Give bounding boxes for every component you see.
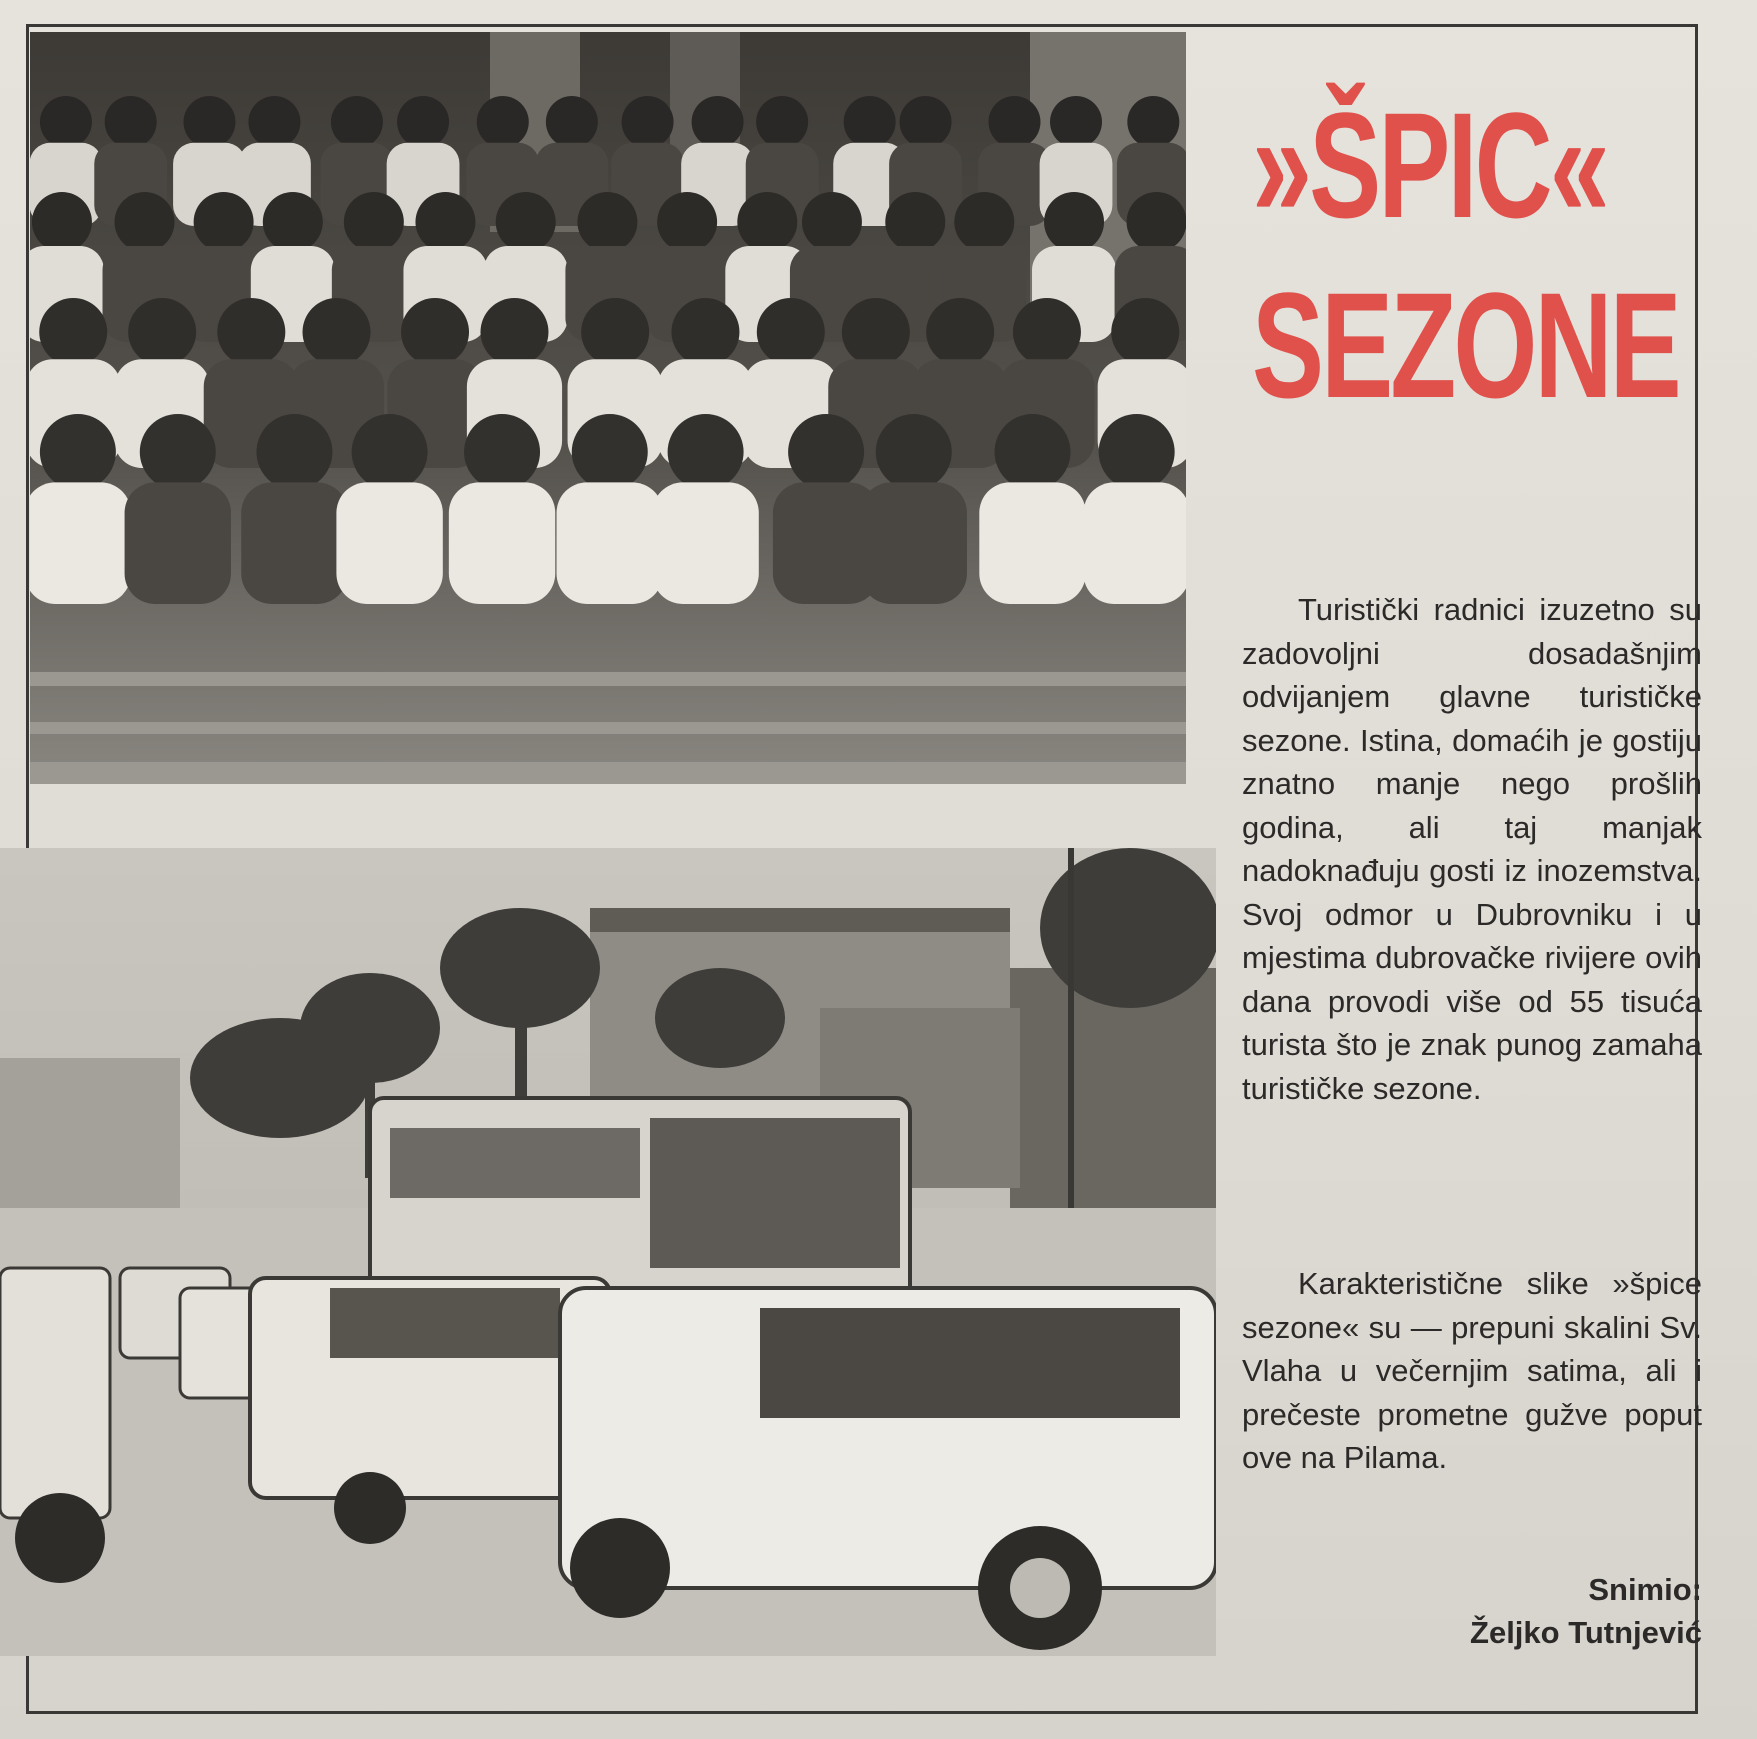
crowd-head [1127, 192, 1186, 252]
crowd-head [900, 96, 952, 148]
crowd-head [331, 96, 383, 148]
crowd-head [303, 298, 371, 366]
crowd-head [988, 96, 1040, 148]
crowd-head [480, 298, 548, 366]
crowd-head [577, 192, 637, 252]
crowd-body [861, 482, 967, 604]
crowd-head [1127, 96, 1179, 148]
crowd-head [464, 414, 540, 490]
crowd-head [183, 96, 235, 148]
crowd-head [39, 298, 107, 366]
crowd-head [756, 96, 808, 148]
crowd-head [737, 192, 797, 252]
crowd-head [263, 192, 323, 252]
crowd-body [1083, 482, 1186, 604]
crowd-body [557, 482, 663, 604]
crowd-head [1050, 96, 1102, 148]
crowd-on-stairs-photo [30, 32, 1186, 784]
crowd-head [546, 96, 598, 148]
crowd-body [979, 482, 1085, 604]
crowd-head [105, 96, 157, 148]
crowd-body [652, 482, 758, 604]
article-paragraph-1: Turistički radnici izuzetno su zadovoljni dosadašnjim odvijanjem glavne turističke sezone. Istina, domaćih je gostiju znatno manje nego prošlih godina, ali taj manjak nadoknađuju gosti iz inozemstva. Svoj odmor u Dubrovniku i u mjestima dubrovačke rivijere ovih dana provodi više od 55 tisuća turista što je znak punog zamaha turističke sezone. [1242, 592, 1702, 1106]
crowd-head [876, 414, 952, 490]
crowd-head [581, 298, 649, 366]
crowd-head [926, 298, 994, 366]
crowd-head [256, 414, 332, 490]
crowd-head [671, 298, 739, 366]
crowd-head [496, 192, 556, 252]
article-paragraph-2: Karakteristične slike »špice sezone« su — prepuni skalini Sv. Vlaha u večernjim satima, ali i prečeste prometne gužve poput ove na Pilama. [1242, 1266, 1702, 1475]
crowd-head [217, 298, 285, 366]
credit-label: Snimio: [1588, 1572, 1702, 1607]
crowd-head [40, 96, 92, 148]
crowd-body [449, 482, 555, 604]
crowd-head [995, 414, 1071, 490]
crowd-head [757, 298, 825, 366]
crowd-head [885, 192, 945, 252]
crowd-head [1044, 192, 1104, 252]
crowd-head [572, 414, 648, 490]
crowd-body [125, 482, 231, 604]
traffic-jam-photo [0, 848, 1216, 1656]
crowd-head [477, 96, 529, 148]
crowd-head [788, 414, 864, 490]
crowd-head [844, 96, 896, 148]
crowd-head [352, 414, 428, 490]
crowd-head [194, 192, 254, 252]
crowd-head [622, 96, 674, 148]
crowd-head [248, 96, 300, 148]
headline [1252, 81, 1682, 429]
crowd-head [692, 96, 744, 148]
crowd-head [128, 298, 196, 366]
crowd-head [40, 414, 116, 490]
photo-credit [1242, 1568, 1702, 1654]
crowd-body [30, 482, 131, 604]
crowd-body [336, 482, 442, 604]
crowd-head [1111, 298, 1179, 366]
crowd-head [397, 96, 449, 148]
crowd-head [1099, 414, 1175, 490]
crowd-head [415, 192, 475, 252]
crowd-head [401, 298, 469, 366]
credit-name: Željko Tutnjević [1470, 1615, 1702, 1650]
crowd-head [1013, 298, 1081, 366]
crowd-head [140, 414, 216, 490]
crowd-head [32, 192, 92, 252]
crowd-head [115, 192, 175, 252]
crowd-body [241, 482, 347, 604]
headline-line2: SEZONE [1252, 261, 1679, 429]
crowd-head [842, 298, 910, 366]
crowd-head [668, 414, 744, 490]
crowd-head [344, 192, 404, 252]
crowd-head [954, 192, 1014, 252]
crowd-head [802, 192, 862, 252]
headline-line1: »ŠPIC« [1252, 81, 1607, 249]
crowd-head [657, 192, 717, 252]
